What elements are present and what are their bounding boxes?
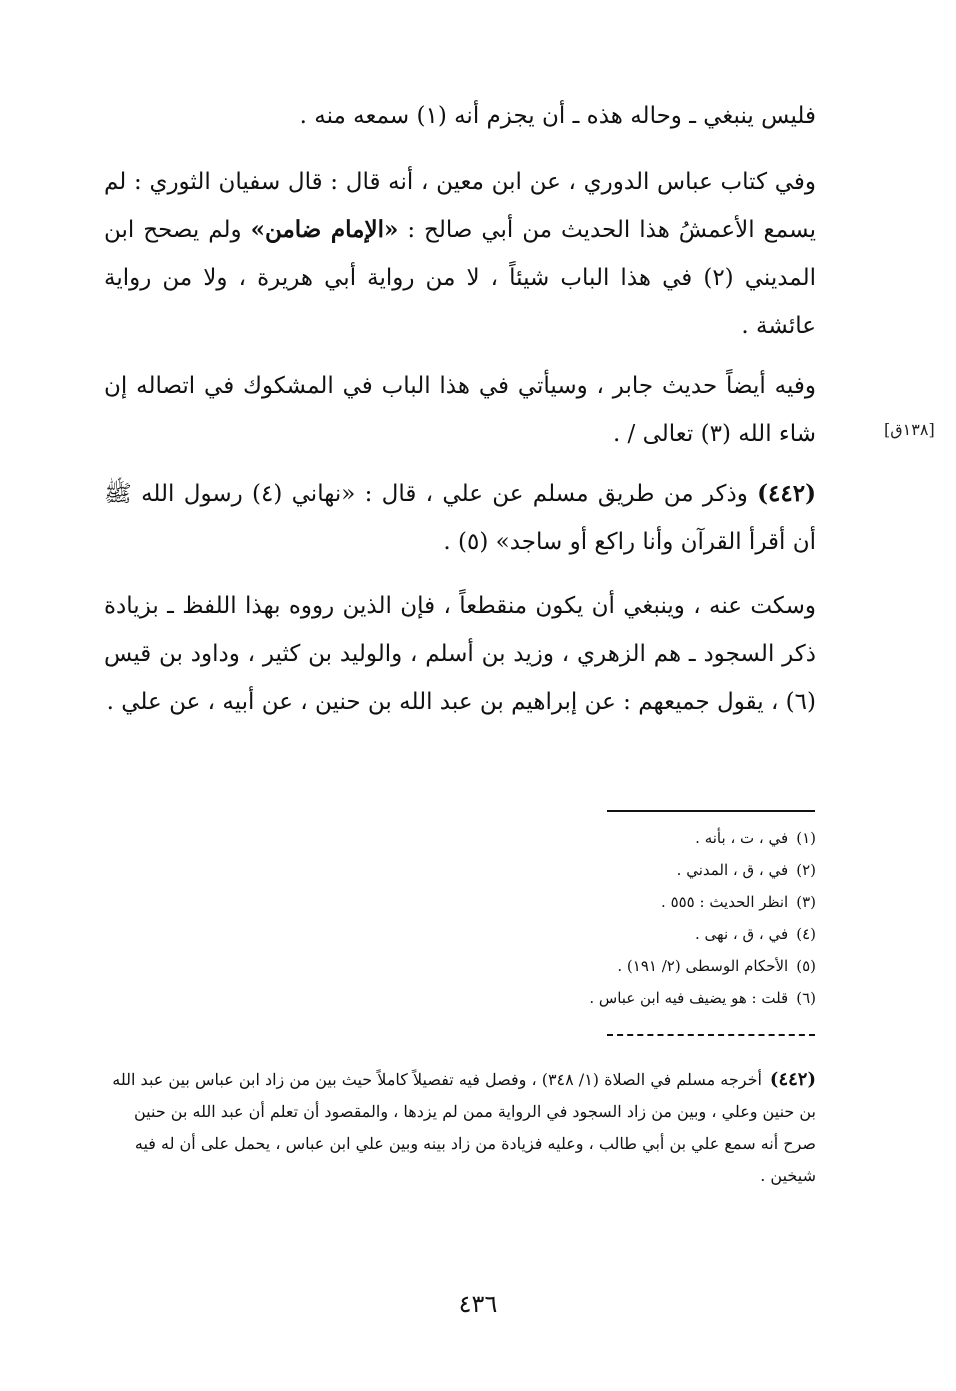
footnote-number: (٢): [796, 861, 816, 879]
footnote-text: في ، ق ، المدني .: [676, 861, 789, 879]
footnote-text: الأحكام الوسطى (٢/ ١٩١) .: [617, 957, 789, 975]
footnotes-list: [560, 822, 816, 1014]
footnote: [560, 886, 816, 918]
hadith-text: وذكر من طريق مسلم عن علي ، قال : «نهاني (٤) رسول الله ﷺ أن أقرأ القرآن وأنا راكع أو ساجد» (٥) .: [104, 481, 816, 555]
page-number: ٤٣٦: [458, 1290, 498, 1318]
paragraph-5: وسكت عنه ، وينبغي أن يكون منقطعاً ، فإن الذين رووه بهذا اللفظ ـ بزيادة ذكر السجود ـ هم الزهري ، وزيد بن أسلم ، والوليد بن كثير ، وداود بن قيس (٦) ، يقول جميعهم : عن إبراهيم بن عبد الله بن حنين ، عن أبيه ، عن علي .: [104, 593, 816, 715]
quoted-hadith-imam-damin: «الإمام ضامن»: [250, 216, 399, 243]
footnote: [560, 822, 816, 854]
takhrij-number: (٤٤٢): [769, 1069, 816, 1090]
footnote: [560, 982, 816, 1014]
footnote-text: في ، ت ، بأنه .: [695, 829, 789, 847]
paragraph-1: فليس ينبغي ـ وحاله هذه ـ أن يجزم أنه (١) سمعه منه .: [299, 103, 816, 129]
takhrij-separator: [607, 1034, 815, 1036]
footnote: [560, 918, 816, 950]
footnote-number: (١): [796, 829, 816, 847]
hadith-442: [104, 470, 816, 566]
footnote-number: (٣): [796, 893, 816, 911]
paragraph-2: [104, 158, 816, 350]
paragraph-2-part-b: ولم يصحح ابن المديني (٢) في هذا الباب شيئاً ، لا من رواية أبي هريرة ، ولا من رواية عائشة .: [104, 217, 816, 339]
manuscript-folio-marker: [١٣٨ق]: [884, 420, 935, 439]
footnote-text: قلت : هو يضيف فيه ابن عباس .: [589, 989, 789, 1007]
paragraph-3: وفيه أيضاً حديث جابر ، وسيأتي في هذا الباب في المشكوك في اتصاله إن شاء الله (٣) تعالى / .: [104, 373, 816, 447]
takhrij-text: أخرجه مسلم في الصلاة (١/ ٣٤٨) ، وفصل فيه تفصيلاً كاملاً حيث بين من زاد ابن عباس بين عبد الله بن حنين وعلي ، وبين من زاد السجود في الرواية ممن لم يزدها ، والمقصود أن تعلم أن عبد الله بن حنين صرح أنه سمع علي بن أبي طالب ، وعليه فزيادة من زاد بينه وبين علي ابن عباس ، يحمل على أن له فيه شيخين .: [112, 1070, 816, 1185]
takhrij-note: [104, 1064, 816, 1192]
footnote-number: (٤): [796, 925, 816, 943]
footnote: [560, 950, 816, 982]
footnote-number: (٦): [796, 989, 816, 1007]
footnote-text: انظر الحديث : ٥٥٥ .: [661, 893, 789, 911]
footnote-separator: [607, 810, 815, 812]
hadith-number: (٤٤٢): [757, 480, 816, 507]
footnote-number: (٥): [796, 957, 816, 975]
paragraph-2-part-a: وفي كتاب عباس الدوري ، عن ابن معين ، أنه قال : قال سفيان الثوري : لم يسمع الأعمشُ هذا الحديث من أبي صالح :: [104, 169, 816, 243]
footnote: [560, 854, 816, 886]
footnote-text: في ، ق ، نهى .: [695, 925, 789, 943]
